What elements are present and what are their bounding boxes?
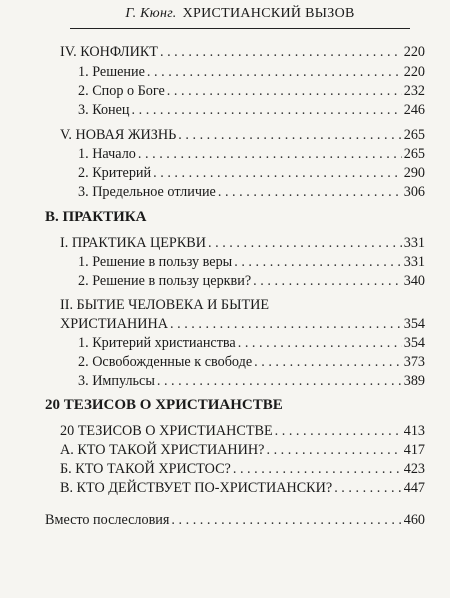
dot-leader <box>132 102 402 119</box>
dot-leader <box>157 373 402 390</box>
toc-entry-title: 2. Спор о Боге <box>78 83 165 99</box>
dot-leader <box>275 423 402 440</box>
toc-entry-title: 2. Критерий <box>78 165 152 181</box>
toc-entry-page: 354 <box>403 335 425 351</box>
toc-subentry <box>78 273 425 290</box>
header-title: ХРИСТИАНСКИЙ ВЫЗОВ <box>182 6 355 21</box>
toc-entry-church-practice <box>60 235 425 252</box>
toc-entry-page: 417 <box>403 442 425 458</box>
toc-entry-title: 20 ТЕЗИСОВ О ХРИСТИАНСТВЕ <box>60 423 273 439</box>
dot-leader <box>334 480 402 497</box>
toc-entry-title: 2. Решение в пользу церкви? <box>78 273 252 289</box>
dot-leader <box>178 127 401 144</box>
toc-entry-page: 232 <box>403 83 425 99</box>
toc-entry-page: 306 <box>403 184 425 200</box>
toc-entry-who-christ <box>60 461 425 478</box>
toc-entry-conflict <box>60 44 425 61</box>
toc-entry-page: 331 <box>403 235 425 251</box>
dot-leader <box>254 354 402 371</box>
toc-subentry <box>78 184 425 201</box>
toc-entry-afterword <box>45 512 425 529</box>
toc-entry-title: V. НОВАЯ ЖИЗНЬ <box>60 127 177 143</box>
toc-entry-page: 265 <box>403 146 425 162</box>
dot-leader <box>167 83 402 100</box>
header-author: Г. Кюнг. <box>125 6 177 21</box>
header-rule <box>70 28 410 29</box>
toc-entry-page: 354 <box>403 316 425 332</box>
toc-subentry <box>78 83 425 100</box>
toc-entry-title: В. КТО ДЕЙСТВУЕТ ПО-ХРИСТИАНСКИ? <box>60 480 333 496</box>
toc-entry-title: 1. Решение в пользу веры <box>78 254 233 270</box>
toc-entry-who-christian <box>60 442 425 459</box>
toc-subentry <box>78 373 425 390</box>
part-heading-theses: 20 ТЕЗИСОВ О ХРИСТИАНСТВЕ <box>45 397 283 413</box>
toc-entry-title: 3. Импульсы <box>78 373 155 389</box>
toc-entry-page: 447 <box>403 480 425 496</box>
dot-leader <box>233 461 402 478</box>
toc-entry-page: 331 <box>403 254 425 270</box>
dot-leader <box>171 512 401 529</box>
dot-leader <box>238 335 402 352</box>
toc-entry-title: 3. Предельное отличие <box>78 184 216 200</box>
toc-entry-page: 265 <box>403 127 425 143</box>
toc-entry-title: I. ПРАКТИКА ЦЕРКВИ <box>60 235 206 251</box>
toc-subentry <box>78 165 425 182</box>
part-heading-practice: В. ПРАКТИКА <box>45 209 147 225</box>
toc-entry-theses <box>60 423 425 440</box>
toc-entry-page: 389 <box>403 373 425 389</box>
toc-entry-who-acts <box>60 480 425 497</box>
dot-leader <box>170 316 402 333</box>
toc-entry-page: 290 <box>403 165 425 181</box>
toc-entry-title: IV. КОНФЛИКТ <box>60 44 158 60</box>
dot-leader <box>266 442 401 459</box>
dot-leader <box>160 44 402 61</box>
toc-entry-page: 246 <box>403 102 425 118</box>
toc-entry-title: 1. Начало <box>78 146 136 162</box>
toc-entry-page: 413 <box>403 423 425 439</box>
toc-subentry <box>78 254 425 271</box>
toc-subentry <box>78 335 425 352</box>
toc-entry-page: 220 <box>403 44 425 60</box>
toc-entry-title: 2. Освобожденные к свободе <box>78 354 253 370</box>
toc-entry-title: А. КТО ТАКОЙ ХРИСТИАНИН? <box>60 442 265 458</box>
dot-leader <box>218 184 402 201</box>
toc-entry-title-line1: II. БЫТИЕ ЧЕЛОВЕКА И БЫТИЕ <box>60 297 270 313</box>
running-header <box>70 6 410 22</box>
dot-leader <box>153 165 402 182</box>
toc-entry-title: Б. КТО ТАКОЙ ХРИСТОС? <box>60 461 231 477</box>
toc-subentry <box>78 146 425 163</box>
toc-entry-page: 220 <box>403 64 425 80</box>
dot-leader <box>147 64 402 81</box>
toc-entry-human-being <box>60 316 425 333</box>
toc-entry-title: ХРИСТИАНИНА <box>60 316 168 332</box>
toc-entry-page: 340 <box>403 273 425 289</box>
toc-entry-new-life <box>60 127 425 144</box>
dot-leader <box>253 273 402 290</box>
dot-leader <box>208 235 402 252</box>
toc-subentry <box>78 102 425 119</box>
toc-entry-title: Вместо послесловия <box>45 512 170 528</box>
dot-leader <box>234 254 401 271</box>
toc-entry-title: 1. Решение <box>78 64 145 80</box>
toc-entry-title: 3. Конец <box>78 102 130 118</box>
toc-entry-title: 1. Критерий христианства <box>78 335 236 351</box>
toc-entry-page: 423 <box>403 461 425 477</box>
dot-leader <box>138 146 402 163</box>
toc-subentry <box>78 354 425 371</box>
toc-subentry <box>78 64 425 81</box>
toc-entry-page: 373 <box>403 354 425 370</box>
toc-entry-page: 460 <box>403 512 425 528</box>
